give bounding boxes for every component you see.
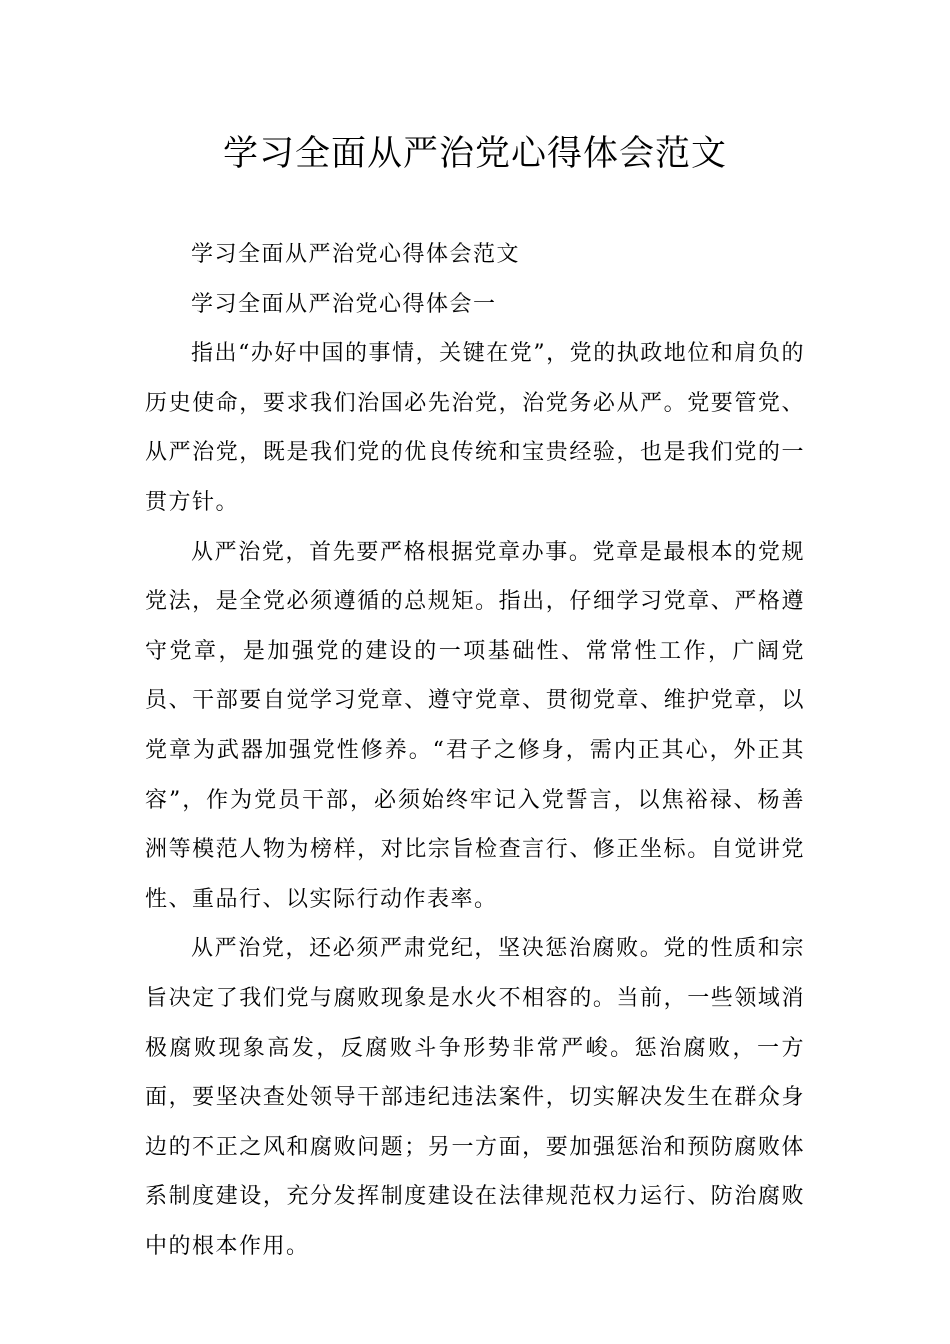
paragraph-section-heading: 学习全面从严治党心得体会一 (191, 291, 497, 317)
paragraph-subtitle: 学习全面从严治党心得体会范文 (191, 242, 521, 267)
paragraph-body: 从严治党，还必须严肃党纪，坚决惩治腐败。党的性质和宗旨决定了我们党与腐败现象是水火不相容的。当前，一些领域消极腐败现象高发，反腐败斗争形势非常严峻。惩治腐败，一方面，要坚决查处领导干部违纪违法案件，切实解决发生在群众身边的不正之风和腐败问题；另一方面，要加强惩治和预防腐败体系制度建设，充分发挥制度建设在法律规范权力运行、防治腐败中的根本作用。 (145, 936, 805, 1259)
document-body (145, 230, 805, 1271)
paragraph-body: 指出“办好中国的事情，关键在党”，党的执政地位和肩负的历史使命，要求我们治国必先治党，治党务必从严。党要管党、从严治党，既是我们党的优良传统和宝贵经验，也是我们党的一贯方针。 (145, 341, 805, 515)
paragraph-body: 从严治党，首先要严格根据党章办事。党章是最根本的党规党法，是全党必须遵循的总规矩。指出，仔细学习党章、严格遵守党章，是加强党的建设的一项基础性、常常性工作，广阔党员、干部要自觉学习党章、遵守党章、贯彻党章、维护党章，以党章为武器加强党性修养。“君子之修身，需内正其心，外正其容”，作为党员干部，必须始终牢记入党誓言，以焦裕禄、杨善洲等模范人物为榜样，对比宗旨检查言行、修正坐标。自觉讲党性、重品行、以实际行动作表率。 (145, 539, 805, 912)
document-title: 学习全面从严治党心得体会范文 (222, 134, 727, 174)
